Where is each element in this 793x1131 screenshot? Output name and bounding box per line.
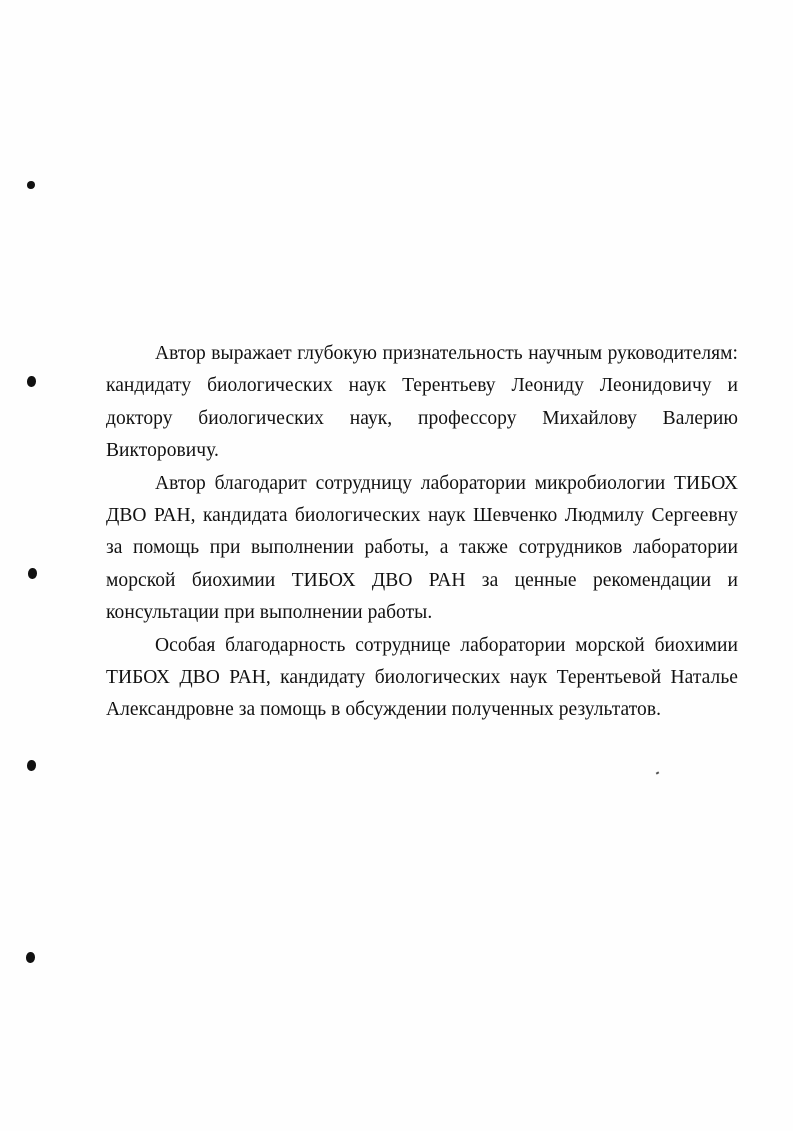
scan-speck [656,771,660,774]
acknowledgements-section [106,338,738,727]
binder-hole-mark [27,376,36,387]
acknowledgement-paragraph: Особая благодарность сотруднице лаборатории морской биохимии ТИБОХ ДВО РАН, кандидату биологических наук Терентьевой Наталье Александровне за помощь в обсуждении полученных результатов. [106,634,738,721]
acknowledgement-paragraph: Автор благодарит сотрудницу лаборатории микробиологии ТИБОХ ДВО РАН, кандидата биологических наук Шевченко Людмилу Сергеевну за помощь при выполнении работы, а также сотрудников лаборатории морской биохимии ТИБОХ ДВО РАН за ценные рекомендации и консультации при выполнении работы. [106,472,738,624]
binder-hole-mark [26,952,35,963]
acknowledgement-paragraph: Автор выражает глубокую признательность научным руководителям: кандидату биологических наук Терентьеву Леониду Леонидовичу и доктору биологических наук, профессору Михайлову Валерию Викторовичу. [106,343,738,462]
binder-hole-mark [27,760,36,771]
binder-hole-mark [27,181,35,189]
binder-hole-mark [28,568,37,579]
